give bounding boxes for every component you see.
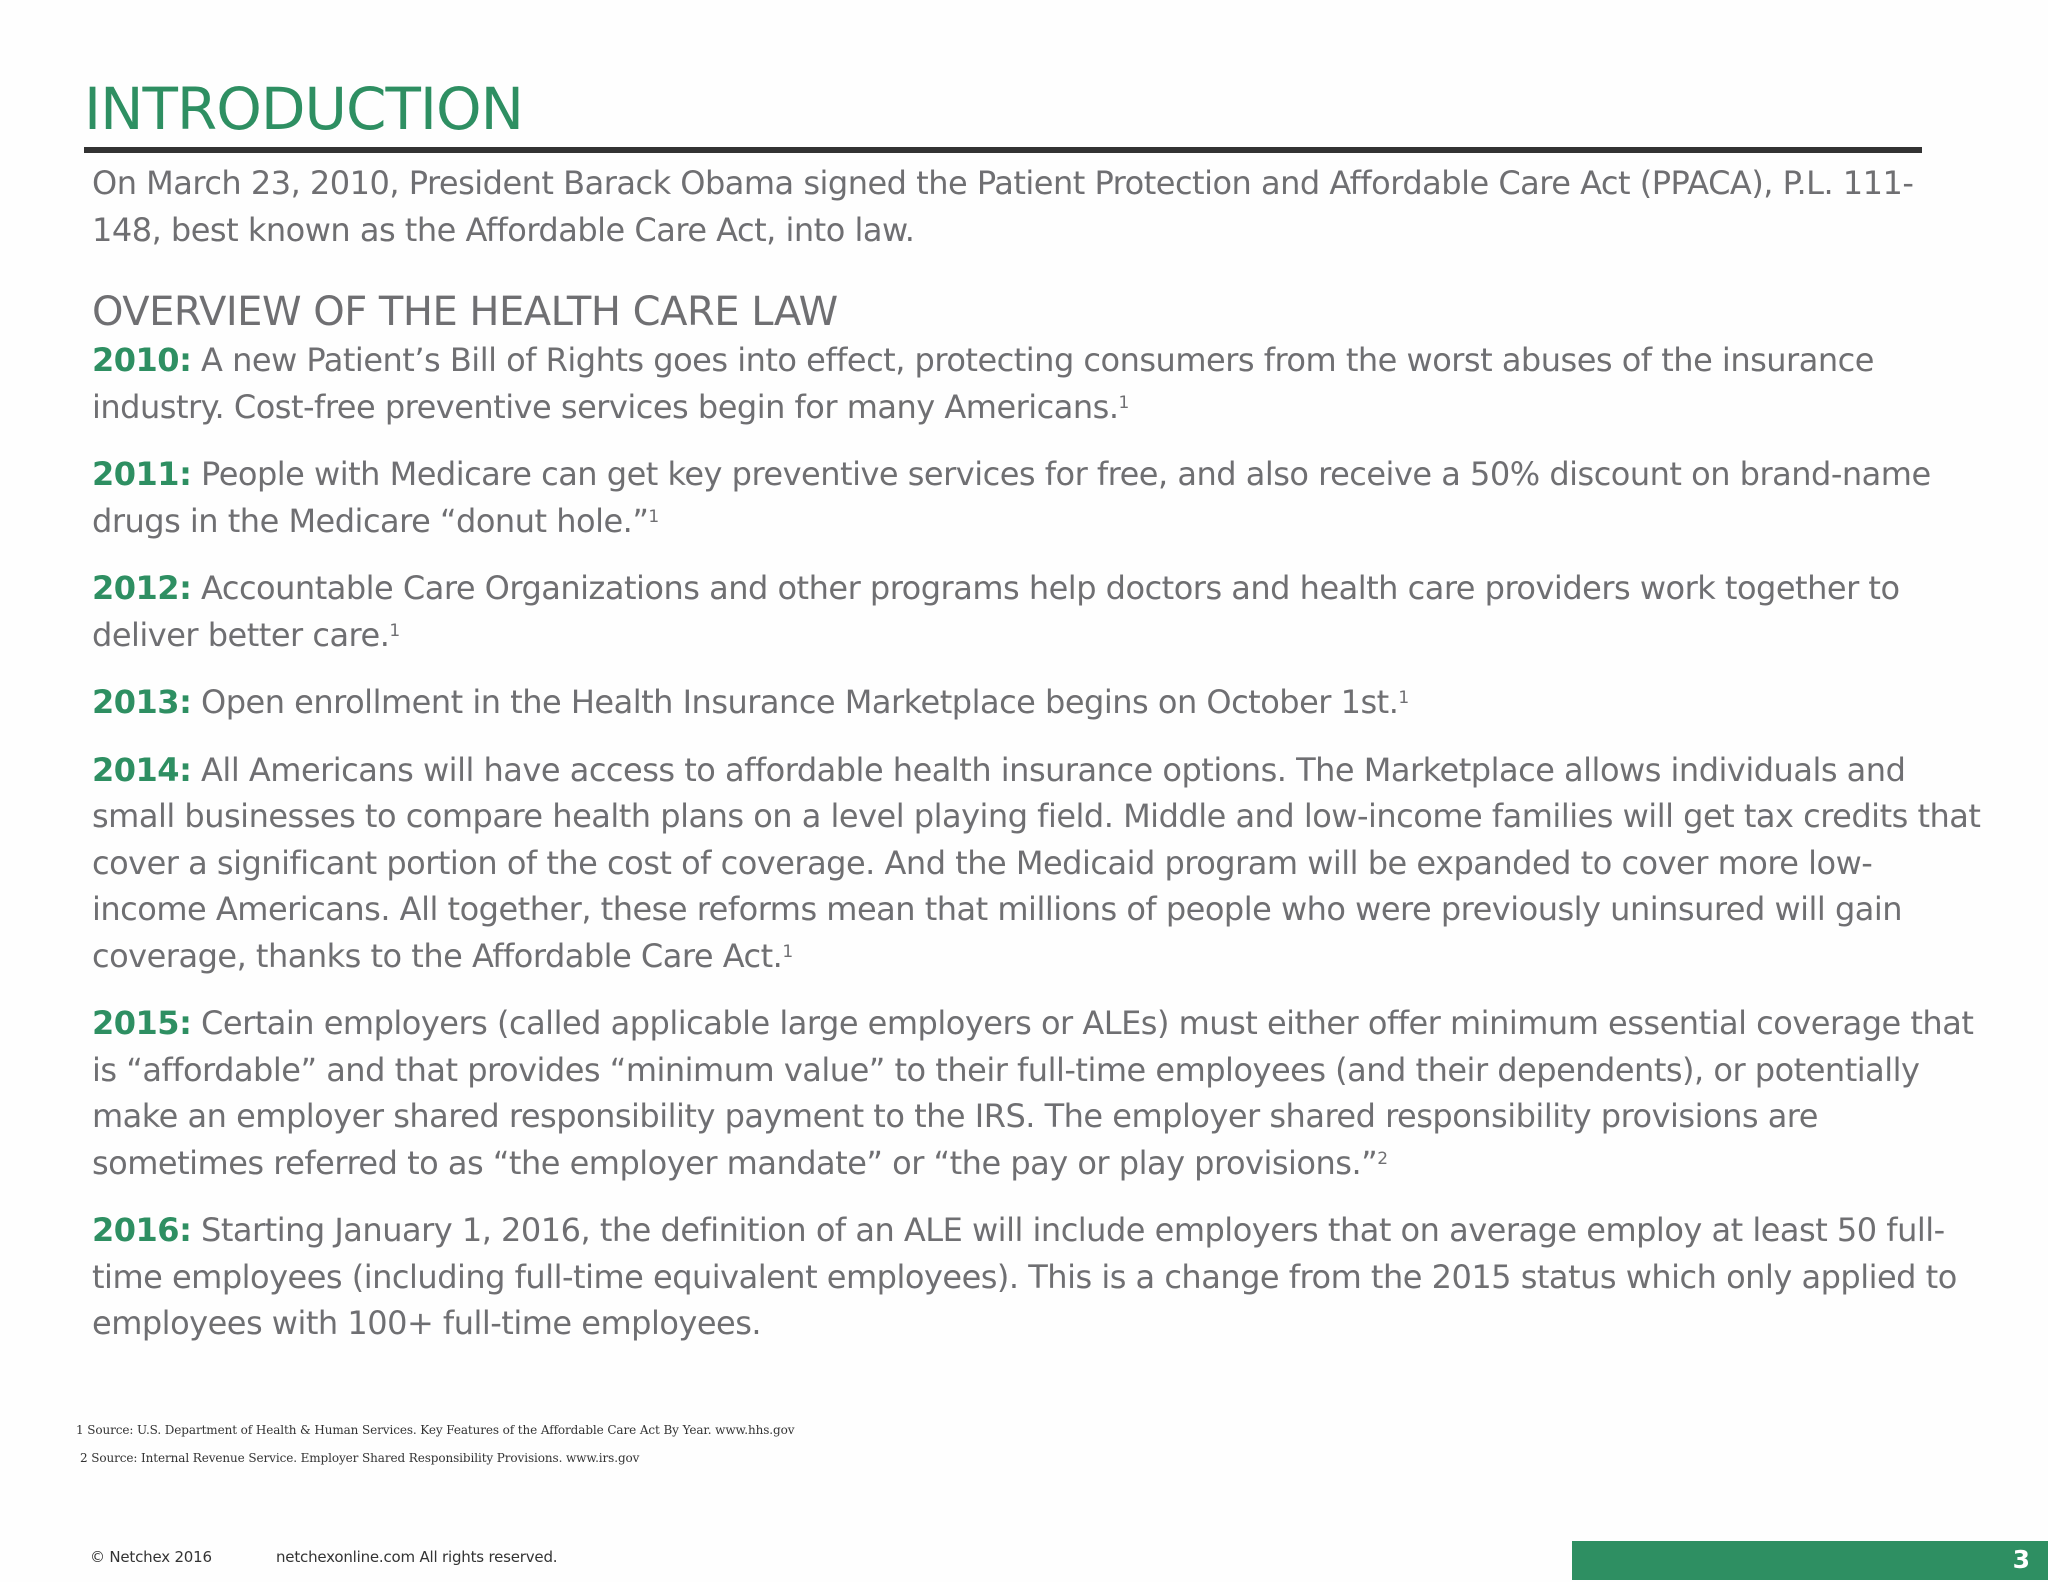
footnote-marker: 1 [1118, 392, 1129, 413]
timeline-entry-2011 [92, 451, 1982, 544]
rights-text: netchexonline.com All rights reserved. [276, 1548, 558, 1566]
entry-text: Accountable Care Organizations and other programs help doctors and health care providers work together to deliver better care. [92, 569, 1900, 654]
page-number: 3 [2012, 1545, 2030, 1574]
title-divider [84, 147, 1922, 153]
footnote-marker: 2 [1377, 1148, 1388, 1169]
timeline-entry-2014 [92, 747, 1982, 980]
timeline-entry-2016 [92, 1207, 1982, 1347]
overview-heading: OVERVIEW OF THE HEALTH CARE LAW [92, 289, 838, 335]
entry-year: 2011: [92, 455, 192, 493]
footnote-marker: 1 [782, 941, 793, 962]
timeline-entry-2013 [92, 679, 1982, 726]
page-title: INTRODUCTION [84, 75, 524, 143]
entry-year: 2012: [92, 569, 192, 607]
footnote-marker: 1 [389, 620, 400, 641]
entry-year: 2010: [92, 341, 192, 379]
entry-text: A new Patient’s Bill of Rights goes into effect, protecting consumers from the worst abuses of the insurance industry. Cost-free preventive services begin for many Americans. [92, 341, 1874, 426]
intro-paragraph: On March 23, 2010, President Barack Obama signed the Patient Protection and Affordable Care Act (PPACA), P.L. 111-148, best known as the Affordable Care Act, into law. [92, 164, 1914, 249]
entry-text: Open enrollment in the Health Insurance Marketplace begins on October 1st. [191, 683, 1399, 721]
footnote-marker: 1 [648, 506, 659, 527]
footnote-source-2: 2 Source: Internal Revenue Service. Employer Shared Responsibility Provisions. www.irs.gov [80, 1451, 640, 1465]
entry-year: 2014: [92, 750, 192, 789]
copyright-text: © Netchex 2016 [90, 1548, 212, 1566]
entry-text: Certain employers (called applicable large employers or ALEs) must either offer minimum essential coverage that is “affordable” and that provides “minimum value” to their full-time employees (and their dependents), or potentially make an employer shared responsibility payment to the IRS. The employer shared responsibility provisions are sometimes referred to as “the employer mandate” or “the pay or play provisions.” [92, 1004, 1974, 1182]
footer [90, 1548, 558, 1566]
timeline-entry-2010 [92, 337, 1982, 430]
entry-text: Starting January 1, 2016, the definition of an ALE will include employers that on average employ at least 50 full-time employees (including full-time equivalent employees). This is a change from the 2015 status which only applied to employees with 100+ full-time employees. [92, 1211, 1957, 1342]
timeline-entry-2012 [92, 565, 1982, 658]
timeline-entry-2015 [92, 1000, 1982, 1186]
entry-year: 2013: [92, 683, 192, 721]
footnotes [76, 1416, 794, 1472]
footnote-source-1: 1 Source: U.S. Department of Health & Human Services. Key Features of the Affordable Care Act By Year. www.hhs.gov [76, 1423, 795, 1437]
footnote-marker: 1 [1398, 688, 1409, 709]
entry-text: People with Medicare can get key preventive services for free, and also receive a 50% discount on brand-name drugs in the Medicare “donut hole.” [92, 455, 1931, 540]
page-number-bar [1572, 1541, 2048, 1580]
entry-text: All Americans will have access to affordable health insurance options. The Marketplace allows individuals and small businesses to compare health plans on a level playing field. Middle and low-income families will get tax credits that cover a significant portion of the cost of coverage. And the Medicaid program will be expanded to cover more low-income Americans. All together, these reforms mean that millions of people who were previously uninsured will gain coverage, thanks to the Affordable Care Act. [92, 750, 1981, 975]
main-content [92, 160, 1982, 1368]
entry-year: 2016: [92, 1211, 192, 1249]
entry-year: 2015: [92, 1004, 192, 1042]
